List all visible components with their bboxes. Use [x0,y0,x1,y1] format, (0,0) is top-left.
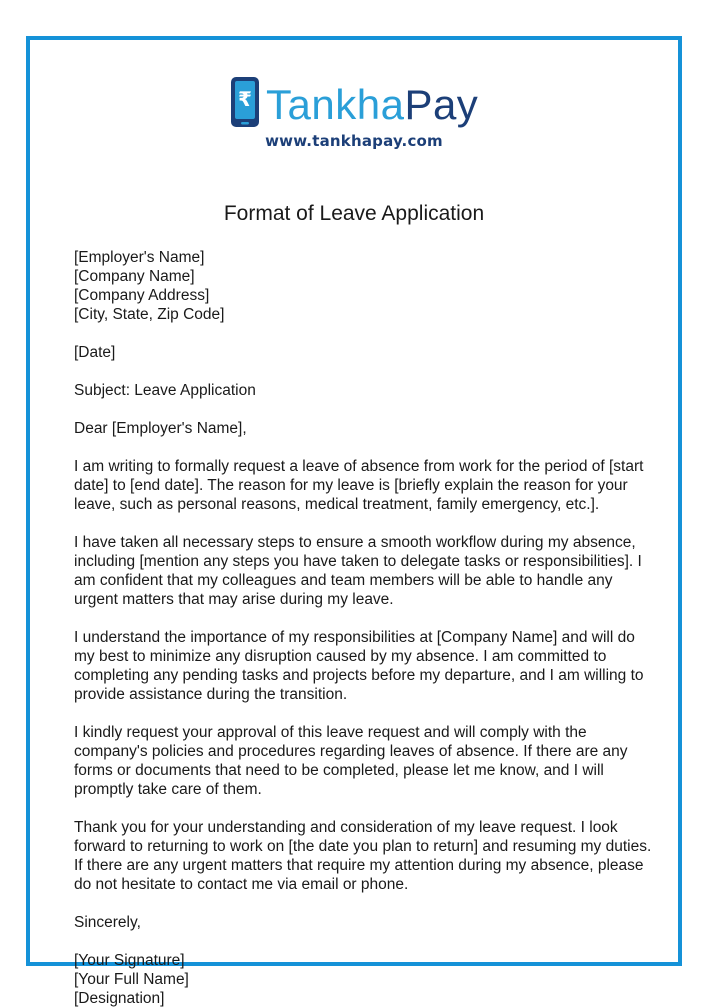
document-title: Format of Leave Application [223,202,485,225]
tankhapay-logo [230,74,478,130]
letter-date: [Date] [74,344,116,361]
letter-paragraph: I have taken all necessary steps to ensure a smooth workflow during my absence, including [mention any steps you have taken to delegate tasks or responsibilities]. I am confident that my colleagues and team members will be able to handle any urgent matters that may arise during my leave. [74,534,642,608]
phone-rupee-icon [230,76,262,130]
logo-word-tankha: Tankha [266,81,405,128]
address-line: [City, State, Zip Code] [74,306,225,323]
letter-paragraph: I am writing to formally request a leave of absence from work for the period of [start date] to [end date]. The reason for my leave is [briefly explain the reason for your leave, such as personal reasons, medical treatment, family emergency, etc.]. [74,458,644,513]
recipient-address [74,248,654,324]
letter-paragraph: Thank you for your understanding and consideration of my leave request. I look forward to returning to work on [the date you plan to return] and resuming my duties. If there are any urgent matters that require my attention during my absence, please do not hesitate to contact me via email or phone. [74,819,652,893]
letter-subject: Subject: Leave Application [74,382,256,399]
logo-wordmark [266,82,478,128]
address-line: [Company Name] [74,268,195,285]
signature-block [74,951,654,1008]
letter-paragraph: I kindly request your approval of this leave request and will comply with the company's policies and procedures regarding leaves of absence. If there are any forms or documents that need to be completed, please let me know, and I will promptly take care of them. [74,724,628,798]
address-line: [Company Address] [74,287,210,304]
signature-line: [Your Signature] [74,952,185,969]
letter-paragraph: I understand the importance of my responsibilities at [Company Name] and will do my best to minimize any disruption caused by my absence. I am committed to completing any pending tasks and projects before my departure, and I am willing to provide assistance during the transition. [74,629,644,703]
signature-line: [Designation] [74,990,165,1007]
signature-line: [Your Full Name] [74,971,189,988]
logo-word-pay: Pay [404,81,479,128]
letter-body [74,248,654,1008]
logo-rupee-symbol: ₹ [238,87,252,111]
address-line: [Employer's Name] [74,249,205,266]
letter-salutation: Dear [Employer's Name], [74,420,247,437]
website-url: www.tankhapay.com [265,132,443,150]
letter-closing: Sincerely, [74,914,141,931]
